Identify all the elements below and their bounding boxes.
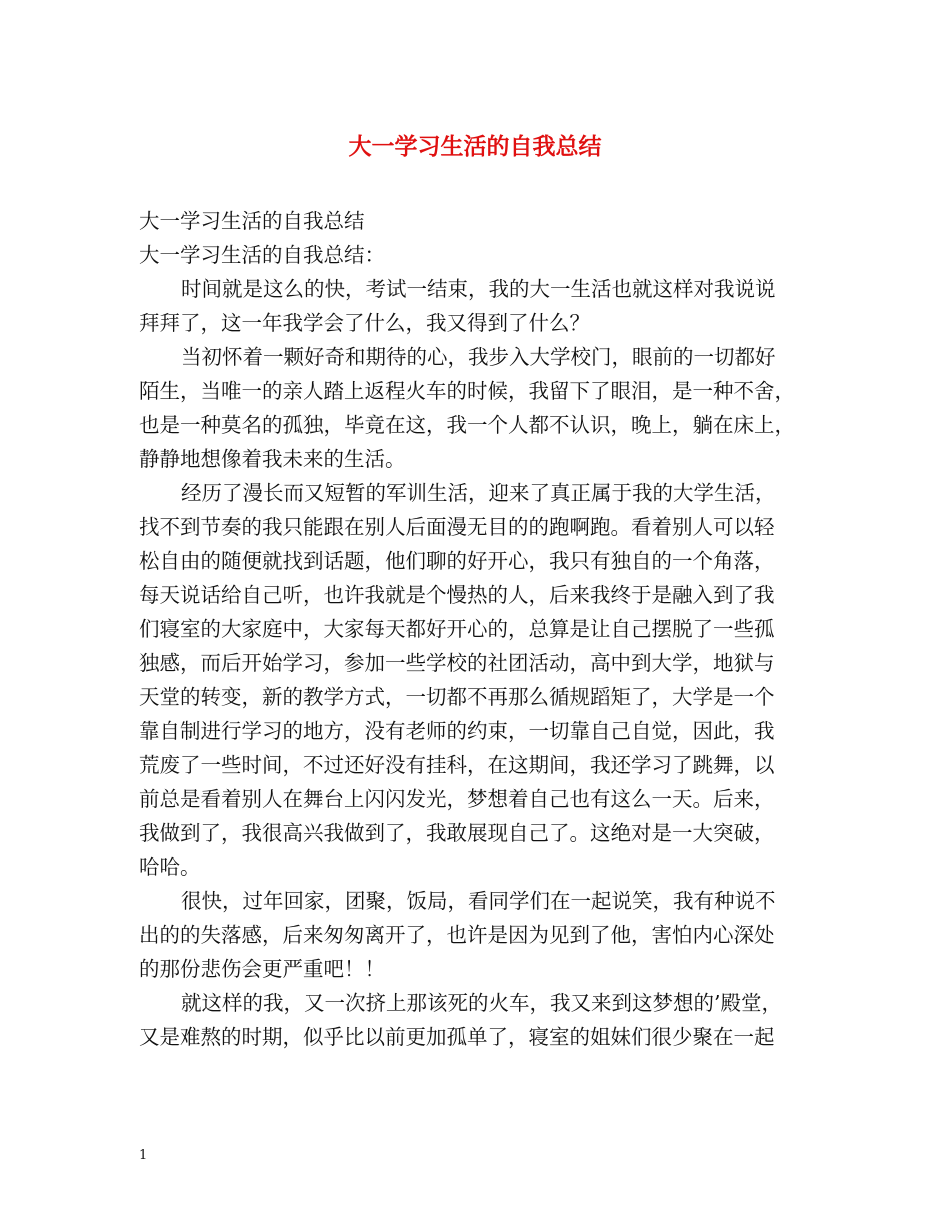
body-line: 的那份悲伤会更严重吧！！: [139, 957, 385, 981]
body-line: 前总是看着别人在舞台上闪闪发光，梦想着自己也有这么一天。后来，: [139, 787, 775, 811]
paragraph-start-line: 就这样的我，又一次挤上那该死的火车，我又来到这梦想的’殿堂，: [181, 991, 783, 1015]
body-line: 们寝室的大家庭中，大家每天都好开心的，总算是让自己摆脱了一些孤: [139, 617, 775, 641]
document-title: 大一学习生活的自我总结: [348, 134, 602, 160]
body-line: 天堂的转变，新的教学方式，一切都不再那么循规蹈矩了，大学是一个: [139, 685, 775, 709]
paragraph-start-line: 经历了漫长而又短暂的军训生活，迎来了真正属于我的大学生活，: [181, 481, 776, 505]
body-line: 大一学习生活的自我总结: [139, 209, 365, 233]
paragraph-start-line: 当初怀着一颗好奇和期待的心，我步入大学校门，眼前的一切都好: [181, 345, 776, 369]
paragraph-start-line: 很快，过年回家，团聚，饭局，看同学们在一起说笑，我有种说不: [181, 889, 776, 913]
body-line: 哈哈。: [139, 855, 201, 879]
body-line: 独感，而后开始学习，参加一些学校的社团活动，高中到大学，地狱与: [139, 651, 775, 675]
body-line: 大一学习生活的自我总结：: [139, 243, 385, 267]
body-line: 找不到节奏的我只能跟在别人后面漫无目的的跑啊跑。看着别人可以轻: [139, 515, 775, 539]
body-line: 荒废了一些时间，不过还好没有挂科，在这期间，我还学习了跳舞，以: [139, 753, 775, 777]
body-line: 每天说话给自己听，也许我就是个慢热的人，后来我终于是融入到了我: [139, 583, 775, 607]
body-line: 拜拜了，这一年我学会了什么，我又得到了什么？: [139, 311, 590, 335]
body-line: 静静地想像着我未来的生活。: [139, 447, 406, 471]
body-line: 我做到了，我很高兴我做到了，我敢展现自己了。这绝对是一大突破，: [139, 821, 775, 845]
body-line: 陌生，当唯一的亲人踏上返程火车的时候，我留下了眼泪，是一种不舍，: [139, 379, 795, 403]
body-line: 松自由的随便就找到话题，他们聊的好开心，我只有独自的一个角落，: [139, 549, 775, 573]
document-body: [139, 204, 815, 1054]
body-line: 出的的失落感，后来匆匆离开了，也许是因为见到了他，害怕内心深处: [139, 923, 775, 947]
body-line: 又是难熬的时期，似乎比以前更加孤单了，寝室的姐妹们很少聚在一起: [139, 1025, 775, 1049]
paragraph-start-line: 时间就是这么的快，考试一结束，我的大一生活也就这样对我说说: [181, 277, 776, 301]
body-line: 靠自制进行学习的地方，没有老师的约束，一切靠自己自觉，因此，我: [139, 719, 775, 743]
page-number: 1: [139, 1148, 148, 1163]
body-line: 也是一种莫名的孤独，毕竟在这，我一个人都不认识，晚上，躺在床上，: [139, 413, 795, 437]
